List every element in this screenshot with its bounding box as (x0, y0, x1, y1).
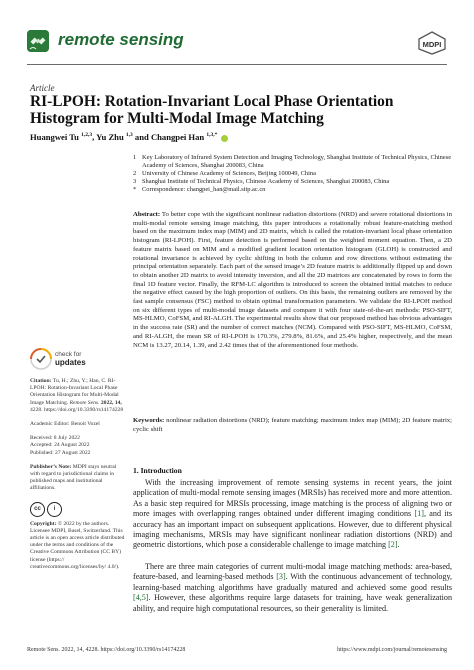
citation-journal: Remote Sens. (69, 399, 100, 406)
publisher-note (30, 464, 126, 493)
abstract (133, 211, 452, 350)
header-divider (27, 64, 447, 65)
citation-link[interactable]: [4,5] (133, 593, 149, 603)
author-name: Changpei Han (150, 132, 205, 142)
citation-link[interactable]: [2] (388, 540, 398, 550)
paragraph-text: With the increasing improvement of remote sensing systems in recent years, the joint application of multi-modal remote sensing images (MRSIs) has received more and more attention. As a basic step required for MRSIs processing, image matching is the process of aligning two or more images with overlapping ranges obtained under different imaging conditions (133, 478, 452, 519)
affiliation-text: Shanghai Institute of Technical Physics, Chinese Academy of Sciences, Shanghai 200083, China (142, 178, 390, 185)
article-type: Article (30, 83, 55, 93)
affiliation-list (133, 154, 453, 194)
received-date: Received: 8 July 2022 (30, 435, 80, 442)
author-affiliation-marker: 1,3,* (206, 132, 218, 139)
check-updates-label (55, 351, 86, 368)
affiliation-number: 3 (133, 178, 137, 185)
mdpi-logo-text: MDPI (422, 40, 442, 49)
paragraph-text: . (397, 540, 400, 550)
affiliation-item (133, 154, 453, 170)
check-updates-bottom: updates (55, 358, 86, 367)
author-separator: and (132, 132, 151, 142)
affiliation-text: University of Chinese Academy of Sciences, Beijing 100049, China (142, 170, 316, 177)
affiliation-number: 1 (133, 154, 137, 161)
paragraph-text: . With the continuous advancement of technology, learning-based matching algorithms have gradually matured and achieved some good results (133, 572, 452, 592)
author-affiliation-marker: 1,3 (125, 132, 133, 139)
correspondence-email[interactable]: Correspondence: changpei_han@mail.sitp.ac.cn (142, 186, 266, 193)
author-name: Huangwei Tu (30, 132, 79, 142)
keywords (133, 417, 452, 434)
footer-journal-link[interactable]: https://www.mdpi.com/journal/remotesensing (337, 647, 447, 653)
paragraph-text: , and its accuracy has an important impact on subsequent applications. However, due to different physical imaging mechanisms, MRSIs may have significant nonlinear radiation distortions (NRD) and geometric distortions, which pose a considerable challenge to image matching (133, 509, 452, 550)
copyright (30, 521, 126, 571)
citation-link[interactable]: [3] (276, 572, 286, 582)
journal-logo-icon (27, 30, 49, 52)
publisher-note-text: MDPI stays neutral with regard to jurisdictional claims in published maps and institutional affiliations. (30, 463, 117, 492)
academic-editor: Academic Editor: Benoit Vozel (30, 421, 100, 428)
journal-name: remote sensing (58, 30, 184, 49)
affiliation-number: * (133, 186, 137, 193)
mdpi-logo-icon (417, 31, 447, 55)
page-footer (27, 647, 447, 653)
journal-header (27, 30, 447, 56)
author-name: Yu Zhu (96, 132, 124, 142)
paragraph-text: . However, these algorithms require large datasets for training, have weak generalization ability, and require high computational resources, so their generality is limited. (133, 593, 452, 613)
check-updates-icon (30, 348, 52, 370)
accepted-date: Accepted: 24 August 2022 (30, 442, 90, 449)
keywords-text: nonlinear radiation distortions (NRD); feature matching; maximum index map (MIM); 2D feature matrix; cyclic shift (133, 417, 452, 433)
citation (30, 378, 126, 414)
copyright-label: Copyright: (30, 520, 57, 527)
abstract-label: Abstract: (133, 211, 161, 218)
check-for-updates-button[interactable] (30, 348, 110, 374)
article-title: RI-LPOH: Rotation-Invariant Local Phase Orientation Histogram for Multi-Modal Image Matching (30, 93, 394, 127)
article-info-sidebar (30, 378, 126, 571)
affiliation-number: 2 (133, 170, 137, 177)
author-affiliation-marker: 1,2,3 (81, 132, 93, 139)
cc-by-license-badge[interactable] (30, 502, 126, 517)
affiliation-item (133, 178, 453, 186)
keywords-label: Keywords: (133, 417, 165, 424)
citation-label: Citation: (30, 378, 52, 384)
footer-citation: Remote Sens. 2022, 14, 4228. https://doi.org/10.3390/rs14174228 (27, 647, 186, 653)
abstract-text: To better cope with the significant nonlinear radiation distortions (NRD) and severe rotational distortions in multi-modal remote sensing image matching, this paper introduces a rotationally robust feature-matching method based on the maximum index map (MIM) and 2D matrix, which is called the rotation-invariant local phase orientation histogram (RI-LPOH). First, feature detection is performed based on the weighted moment equation. Then, a 2D feature matrix based on MIM and a modified gradient location orientation histogram (GLOH) is constructed and rotational invariance is achieved by cyclic shifting in both the column and row directions without estimating the principal orientation separately. Each part of the sensed image’s 2D feature matrix is additionally flipped up and down to obtain another 2D matrix to avoid intensity inversion, and all the 2D matrices are concatenated by rows to form the final 1D feature vector. Finally, the RFM-LC algorithm is introduced to screen the obtained initial matches to reduce the negative effect caused by the high proportion of outliers. On this basis, the remaining outliers are removed by the fast sample consensus (FSC) method to obtain optimal transformation parameters. We validate the RI-LPOH method on six different types of multi-modal image datasets and compare it with four state-of-the-art methods: PSO-SIFT, MS-HLMO, CoFSM, and RI-ALGH. The experimental results show that our proposed method has obvious advantages in the success rate (SR) and the number of correct matches (NCM). Compared with PSO-SIFT, MS-HLMO, CoFSM, and RI-ALGH, the mean SR of RI-LPOH is 170.3%, 279.8%, 81.6%, and 25.4% higher, respectively, and the mean NCM is 13.27, 20.14, 1.39, and 2.42 times that of the aforementioned four methods. (133, 211, 452, 349)
intro-paragraph (133, 562, 452, 614)
publisher-note-label: Publisher’s Note: (30, 463, 72, 470)
orcid-icon[interactable] (221, 135, 228, 142)
citation-doi-link[interactable]: 4228. https://doi.org/10.3390/rs14174228 (30, 406, 124, 413)
author-list (30, 132, 228, 142)
citation-link[interactable]: [1] (414, 509, 424, 519)
paragraph-text: There are three main categories of current multi-modal image matching methods: area-based, feature-based, and learning-based methods (133, 562, 452, 582)
citation-year-volume: 2022, 14, (99, 399, 122, 406)
published-date: Published: 27 August 2022 (30, 449, 91, 456)
affiliation-item (133, 170, 453, 178)
citation-text: Tu, H.; Zhu, Y.; Han, C. RI-LPOH: Rotation-Invariant Local Phase Orientation Histogram for Multi-Modal Image Matching. (30, 378, 119, 406)
affiliation-text: Key Laboratory of Infrared System Detection and Imaging Technology, Shanghai Institute of Technical Physics, Chinese Academy of Sciences, Shanghai 200083, China (142, 154, 452, 169)
section-heading: 1. Introduction (133, 466, 182, 475)
author-separator: , (92, 132, 97, 142)
attribution-icon: i (47, 502, 62, 517)
intro-paragraph (133, 478, 452, 551)
copyright-text: © 2022 by the authors. Licensee MDPI, Basel, Switzerland. This article is an open access article distributed under the terms and conditions of the Creative Commons Attribution (CC BY) license (https:// creativecommons.org/licenses/by/ 4.0/). (30, 520, 125, 570)
cc-icon: cc (30, 502, 45, 517)
check-updates-top: check for (55, 351, 82, 358)
affiliation-item (133, 186, 453, 194)
